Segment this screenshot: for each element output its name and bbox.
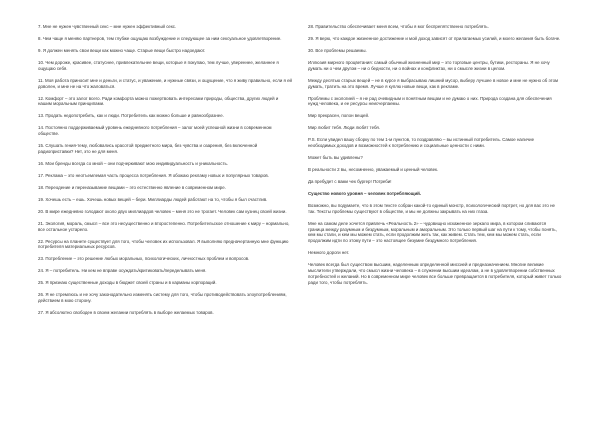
paragraph: P.S. Если увидел вашу сборку по тем 1-м пунктов, то поздравляю – вы истинный потребитель. Самое наличие необходимых доходов и возможностей к потреблению и социальные ценности с ними. [308,137,535,149]
list-item: 16. Мои бренды всегда со мной – они подчеркивают мою индивидуальность и уникальность. [38,160,228,166]
list-item: 30. Все проблемы решаемы. [308,47,367,53]
list-item: 27. Я абсолютно свободен в своем желании потреблять в выборе желаемых товаров. [38,310,214,316]
list-item: 9. Я должен менять свои вещи как можно чаще. Старые вещи быстро надоедают. [38,47,206,53]
paragraph: Немного дороги нет. [308,250,350,256]
list-item: 18. Переодение и переназывание вещами – это естественно явление в современном мире. [38,184,226,190]
paragraph: Человек всегда был существом высшим, наделенным определенной миссией и предназначением. Многие великие мыслители утверждали, что смысл жизни человека – в служении высшим идеалам, а не в удовлетворении собственных потребностей и желаний. Но в современном мире человек все больше превращается в потребителя, который живет только ради того, чтобы потреблять. [308,262,562,285]
list-item: 17. Реклама – это неотъемлемая часть процесса потребления. Я обожаю рекламу новых и популярных товаров. [38,172,269,178]
list-item: 11. Моя работа приносит мне и деньги, и статус, и уважение, и нужные связи, и ощущение, что я живу правильно, если я ей доволен, и мне не на что жаловаться. [38,77,292,89]
list-item: 25. Я признаю существенные доходы в бюджет своей страны и в карманы корпораций. [38,280,217,286]
paragraph: Да пребудет с вами чек бургер! Потреби! [308,179,392,185]
list-item: 21. Экология, мораль, смысл – все это несущественно и второстепенно. Потребительское отношение к миру – нормально, все остальное устарело. [38,220,290,232]
paragraph: Может быть вы удивлены? [308,155,363,161]
paragraph: Возможно, вы подумаете, что в этом тексте собран какой-то единый монстр, психологический портрет, но для вас это не так. Тексты проблемы существуют в обществе, и мы не должны закрывать на них глаза. [308,202,555,214]
list-item: 13. Продать недопотребить, как и люди. Потребитель как можно больше и равнообразнее. [38,113,224,119]
paragraph: В реальности 2 вы, несомненно, уважаемый и ценный человек. [308,167,439,173]
list-item: 28. Правительство обеспечивает меня всем, чтобы я мог беспрепятственно потреблять. [308,24,489,29]
list-item: 24. Я – потребитель. Ни кем не вправе осуждать/критиковать/переделывать меня. [38,268,207,274]
list-item: 7. Мне не нужен чувственный секс – мне нужен эффективный секс. [38,24,177,29]
list-item: 10. Чем дороже, красивее, статуснее, привлекательнее вещи, которые я покупаю, тем лучше, увереннее, желаннее я ощущаю себя. [38,59,279,71]
paragraph: Иллюзия мирного процветания: самый обычный жизненный мир – это торговые центры, бутики, рестораны. Я не хочу думать ни о чем другом – ни о бедности, ни о войнах и конфликтах, ни о смысле жизни в целом. [308,59,550,71]
left-column [38,24,292,322]
list-item: 14. Постоянно поддерживаемый уровень ежедневного потребления – залог моей успешной жизни в современном обществе. [38,125,272,137]
list-item: 12. Комфорт – это залог всего. Ради комфорта можно пожертвовать интересами природы, общества, других людей и нашим моральным принципами. [38,95,279,107]
paragraph: Между десятью старых вещей – не в курсе я выбрасываю лишний мусор, выберу лучшее в новое и мне не нужно об этом думать, тратить на это время. Лучше я куплю новые вещи, как в рекламе. [308,77,559,89]
list-item: 29. Я верю, что каждое жизненное достижение и мой доход зависят от прилагаемых усилий, и моего желания быть богаче. [308,35,561,41]
list-item: 23. Потребление – это решение любых моральных, психологических, личностных проблем и вопросов. [38,256,250,262]
list-item: 8. Чем чаще я меняю партнеров, тем глубже ощущаю возбуждение и следующее за ним сексуальное удовлетворение. [38,35,282,41]
section-heading: Существо нового уровня – человек потребляющий. [308,191,422,196]
list-item: 20. В мире ежедневно голодают около двух миллиардов человек – меня это не трогает. Человек сам кузнец своей жизни. [38,208,287,214]
list-item: 19. Хочешь есть – ешь. Хочешь новых вещей – бери. Миллиарды людей работают на то, чтобы я был счастлив. [38,196,268,202]
paragraph: Мир любит тебя. Люди любят тебя. [308,125,380,131]
paragraph: Мне на самом деле хочется привлечь «Реальность 2» – чудовищно искаженное зеркало мира, в котором сливаются граница между разумным и бездумным, моральным и аморальным. Это только первый шаг на пути к тому, чтобы понять, кем мы стали, и кем мы можем стать, если продолжим жить так, как живем. Стать тем, кем мы можем стать, если продолжим идти по этому пути – это настоящее безумие бездумного потребления. [308,220,557,244]
list-item: 26. Я не стремлюсь и не хочу законодательно изменять систему для того, чтобы противодействовать злоупотреблениям, действием в мою сторону. [38,292,287,304]
right-column [308,24,562,292]
paragraph: Проблемы с экологией – я не рад очевидным и понятным вещам и не думаю о них. Природа создана для обеспечения нужд человека, и ее ресурсы неисчерпаемы. [308,95,552,107]
list-item: 15. Слушать гения-тему, любовались красотой предметного мира, без чувства и озарения, без включенной радиоприставки? Нет, это не для меня. [38,143,258,154]
paragraph: Мир прекрасен, полон вещей. [308,113,370,119]
list-item: 22. Ресурсы на планете существует для того, чтобы человек их использовал. Я выполняю предначертанную мне функцию потребителя материальных ресурсов. [38,238,289,250]
